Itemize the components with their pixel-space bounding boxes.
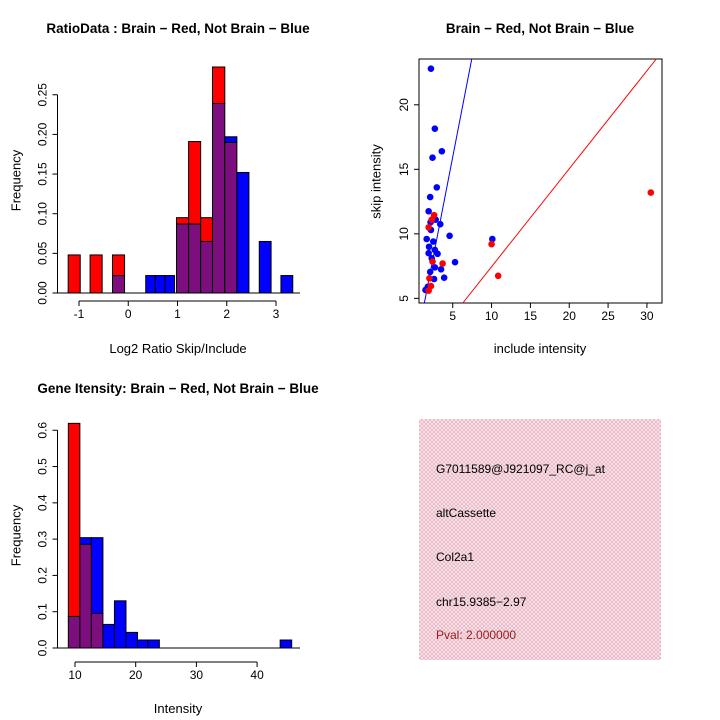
- blue-fit-line: [424, 59, 471, 303]
- y-tick-label: 0.20: [35, 122, 50, 147]
- bar-segment-blue: [126, 632, 138, 648]
- bar-segment-blue: [165, 276, 175, 293]
- bar-segment-red: [212, 67, 224, 103]
- bar-segment-blue: [138, 640, 148, 648]
- x-tick-label: 0: [124, 307, 132, 321]
- x-tick-label: 10: [68, 668, 82, 682]
- x-tick-label: 25: [601, 309, 615, 323]
- bar-segment-blue: [237, 172, 249, 293]
- x-tick-label: 5: [449, 309, 457, 323]
- data-point-brain-red: [495, 272, 502, 279]
- bar-segment-red: [201, 218, 213, 242]
- bar-segment-purple: [177, 224, 189, 293]
- bar-segment-blue: [259, 241, 271, 293]
- data-point-not-brain-blue: [433, 184, 440, 191]
- data-point-not-brain-blue: [452, 259, 459, 266]
- y-tick-label: 0.3: [35, 530, 50, 548]
- bar-segment-blue: [280, 640, 292, 648]
- bar-segment-blue: [148, 640, 160, 648]
- y-tick-label: 0.0: [35, 639, 50, 657]
- data-point-brain-red: [425, 224, 432, 231]
- y-tick-label: 0.5: [35, 458, 50, 475]
- data-point-brain-red: [425, 287, 432, 294]
- bar-segment-red: [90, 255, 102, 293]
- y-tick-label: 0.2: [35, 567, 50, 584]
- data-point-not-brain-blue: [430, 238, 437, 245]
- bar-segment-purple: [201, 241, 213, 293]
- data-point-brain-red: [428, 216, 435, 223]
- x-tick-label: 2: [223, 307, 231, 321]
- data-point-brain-red: [439, 260, 446, 267]
- y-tick-label: 0.6: [35, 421, 50, 439]
- data-point-not-brain-blue: [438, 266, 445, 273]
- bar-segment-blue: [281, 276, 293, 293]
- y-tick-label: 0.05: [35, 241, 50, 266]
- y-tick-label: 0.1: [35, 603, 50, 621]
- x-tick-label: 10: [484, 309, 499, 323]
- x-tick-label: 3: [272, 307, 280, 321]
- bar-segment-blue: [155, 276, 165, 293]
- ratio-histogram-xlabel: Log2 Ratio Skip/Include: [109, 341, 247, 356]
- bar-segment-purple: [80, 544, 92, 648]
- bar-segment-red: [177, 218, 189, 224]
- data-point-not-brain-blue: [426, 243, 433, 250]
- gene-histogram-title: Gene Itensity: Brain − Red, Not Brain − Blue: [37, 381, 319, 396]
- data-point-not-brain-blue: [434, 251, 441, 258]
- data-point-brain-red: [426, 275, 433, 282]
- data-point-brain-red: [648, 189, 655, 196]
- panel-intensity-scatter: [360, 0, 720, 360]
- bar-segment-blue: [91, 538, 103, 614]
- bar-segment-purple: [68, 616, 80, 648]
- info-line-probe: G7011589@J921097_RC@j_at: [436, 462, 605, 476]
- info-line-event: altCassette: [436, 506, 497, 520]
- panel-gene-intensity-histogram: [0, 360, 360, 720]
- bar-segment-purple: [91, 614, 103, 648]
- info-line-pval: Pval: 2.000000: [436, 628, 517, 642]
- bar-segment-blue: [146, 276, 156, 293]
- data-point-brain-red: [488, 241, 495, 248]
- data-point-not-brain-blue: [428, 65, 435, 72]
- data-point-not-brain-blue: [446, 232, 453, 239]
- y-tick-label: 0.10: [35, 202, 50, 226]
- x-tick-label: 30: [189, 668, 204, 682]
- y-tick-label: 5: [397, 295, 411, 302]
- bar-segment-purple: [212, 103, 224, 293]
- bar-segment-purple: [112, 276, 124, 293]
- bar-segment-purple: [225, 142, 237, 293]
- bar-segment-red: [68, 423, 80, 616]
- data-point-not-brain-blue: [437, 221, 444, 228]
- data-point-not-brain-blue: [427, 269, 434, 276]
- data-point-not-brain-blue: [441, 274, 448, 281]
- bar-segment-red: [189, 142, 201, 224]
- panel-info: [360, 360, 720, 720]
- y-tick-label: 0.4: [35, 494, 50, 512]
- data-point-not-brain-blue: [423, 236, 430, 243]
- x-tick-label: 40: [250, 668, 264, 682]
- red-fit-line: [463, 59, 656, 303]
- bar-segment-blue: [80, 538, 92, 545]
- y-tick-label: 0.15: [35, 162, 50, 186]
- ratio-histogram-plot: [0, 0, 360, 360]
- y-tick-label: 0.25: [35, 83, 50, 107]
- info-box: [419, 419, 661, 660]
- data-point-not-brain-blue: [427, 194, 434, 201]
- x-tick-label: 20: [129, 668, 143, 682]
- data-point-brain-red: [429, 258, 436, 265]
- gene-histogram-ylabel: Frequency: [8, 504, 24, 567]
- data-point-not-brain-blue: [439, 148, 446, 155]
- x-tick-label: 15: [523, 309, 538, 323]
- y-tick-label: 0.00: [35, 281, 50, 305]
- panel-ratio-histogram: [0, 0, 360, 360]
- data-point-not-brain-blue: [425, 208, 432, 215]
- intensity-scatter-plot: [360, 0, 720, 360]
- x-tick-label: 20: [562, 309, 576, 323]
- bar-segment-blue: [225, 137, 237, 143]
- bar-segment-red: [112, 255, 124, 276]
- gene-histogram-xlabel: Intensity: [153, 701, 203, 716]
- gene-histogram-plot: [0, 360, 360, 720]
- data-point-not-brain-blue: [432, 125, 439, 132]
- y-tick-label: 20: [397, 98, 411, 112]
- x-tick-label: -1: [73, 307, 85, 321]
- plot-box: [419, 59, 662, 303]
- bar-segment-red: [68, 255, 80, 293]
- scatter-title: Brain − Red, Not Brain − Blue: [445, 21, 635, 36]
- bar-segment-blue: [103, 624, 115, 648]
- scatter-xlabel: include intensity: [493, 341, 587, 356]
- bar-segment-purple: [189, 224, 201, 293]
- x-tick-label: 30: [640, 309, 654, 323]
- info-line-location: chr15.9385−2.97: [436, 595, 527, 609]
- ratio-histogram-ylabel: Frequency: [8, 149, 24, 212]
- info-line-gene: Col2a1: [436, 550, 475, 564]
- data-point-not-brain-blue: [429, 154, 436, 161]
- x-tick-label: 1: [174, 307, 181, 321]
- scatter-ylabel: skip intensity: [368, 144, 384, 219]
- y-tick-label: 10: [397, 227, 411, 241]
- ratio-histogram-title: RatioData : Brain − Red, Not Brain − Blue: [46, 21, 310, 36]
- y-tick-label: 15: [397, 162, 411, 177]
- bar-segment-blue: [114, 601, 126, 648]
